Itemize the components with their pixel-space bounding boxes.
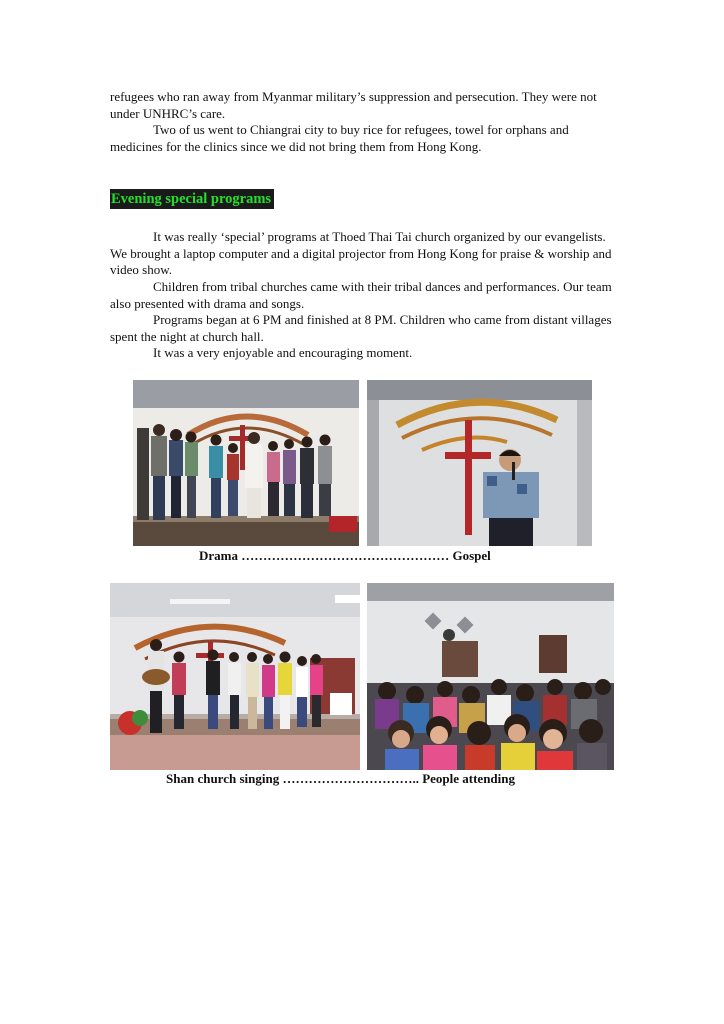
gospel-photo: [367, 380, 592, 546]
caption-row-1: Drama ………………………………………… Gospel: [199, 548, 491, 563]
section-heading: Evening special programs: [110, 189, 274, 209]
intro-paragraph-2: Two of us went to Chiangrai city to buy rice for refugees, towel for orphans and medicines for the clinics since we did not bring them from Hong Kong.: [110, 122, 569, 154]
drama-photo: [133, 380, 359, 546]
body-paragraph-2: Children from tribal churches came with their tribal dances and performances. Our team also presented with drama and songs.: [110, 279, 612, 311]
shan-church-singing-photo: [110, 583, 360, 770]
body-paragraph-1: It was really ‘special’ programs at Thoed Thai Tai church organized by our evangelists. We brought a laptop computer and a digital projector from Hong Kong for praise & worship and video show.: [110, 229, 612, 277]
body-paragraph-4: It was a very enjoyable and encouraging moment.: [153, 345, 413, 360]
intro-paragraph-1: refugees who ran away from Myanmar military’s suppression and persecution. They were not under UNHRC’s care.: [110, 89, 597, 121]
body-paragraph-3: Programs began at 6 PM and finished at 8 PM. Children who came from distant villages spent the night at church hall.: [110, 312, 612, 344]
caption-row-2: Shan church singing ………………………….. People attending: [166, 771, 516, 786]
people-attending-photo: [367, 583, 614, 770]
